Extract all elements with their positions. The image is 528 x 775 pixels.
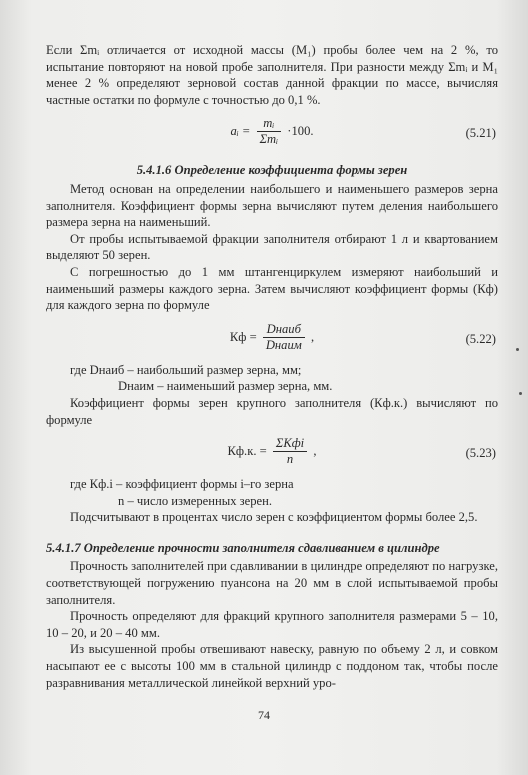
formula-body <box>46 322 498 353</box>
formula-5-22 <box>46 322 498 356</box>
definition-line: n – число измеренных зерен. <box>118 493 272 508</box>
page-number: 74 <box>258 708 270 722</box>
paragraph: Прочность определяют для фракций крупного заполнителя размерами 5 – 10, 10 – 20, и 20 – 40 мм. <box>46 609 498 640</box>
scan-speck <box>519 392 522 395</box>
fraction <box>273 436 307 467</box>
formula-rhs: , <box>313 444 317 459</box>
fraction-numerator: mᵢ <box>257 116 282 132</box>
formula-number: (5.22) <box>465 331 496 346</box>
formula-lhs: Кф.к. = <box>227 444 267 459</box>
fraction <box>263 322 305 353</box>
formula-lhs: Кф = <box>229 329 257 344</box>
section-heading-5-4-1-7: 5.4.1.7 Определение прочности заполнителя сдавливанием в цилиндре <box>46 540 440 555</box>
paragraph: Из высушенной пробы отвешивают навеску, равную по объему 2 л, и совком насыпают ее с высоты 100 мм в стальной цилиндр с поддоном так, чтобы после разравнивания металлической линейкой верхний уро- <box>46 642 498 690</box>
fraction-denominator: n <box>286 452 294 467</box>
formula-number: (5.21) <box>465 126 496 141</box>
formula-5-23 <box>46 436 498 470</box>
formula-rhs: ·100. <box>287 124 314 139</box>
formula-number: (5.23) <box>465 446 496 461</box>
paragraph: Коэффициент формы зерен крупного заполнителя (Кф.к.) вычисляют по формуле <box>46 395 498 427</box>
fraction-numerator: Dнаиб <box>263 322 305 338</box>
fraction <box>257 116 282 147</box>
definition-line: Dнаим – наименьший размер зерна, мм. <box>118 379 333 394</box>
formula-5-21 <box>46 116 498 150</box>
definition-line: где Dнаиб – наибольший размер зерна, мм; <box>70 362 302 377</box>
section-heading-5-4-1-6: 5.4.1.6 Определение коэффициента формы зерен <box>136 163 408 178</box>
definition-line: где Кф.i – коэффициент формы i–го зерна <box>70 477 294 492</box>
formula-rhs: , <box>310 329 315 344</box>
formula-body <box>46 116 498 147</box>
scan-speck <box>516 348 519 351</box>
fraction-denominator: Σmᵢ <box>259 132 279 147</box>
paragraph: Прочность заполнителей при сдавливании в цилиндре определяют по нагрузке, соответствующей погружению пуансона на 20 мм в слой испытываемой пробы заполнителя. <box>46 559 498 607</box>
paragraph: Подсчитывают в процентах число зерен с коэффициентом формы более 2,5. <box>70 510 478 525</box>
paragraph: От пробы испытываемой фракции заполнителя отбирают 1 л и квартованием выделяют 50 зерен. <box>46 231 498 263</box>
formula-body <box>46 436 498 467</box>
formula-lhs: aᵢ = <box>230 124 251 139</box>
paragraph: С погрешностью до 1 мм штангенциркулем измеряют наибольший и наименьший размеры каждого зерна. Затем вычисляют коэффициент формы (Кф) для каждого зерна по формуле <box>46 264 498 313</box>
page-content <box>46 42 498 691</box>
fraction-denominator: Dнаим <box>265 337 302 352</box>
fraction-numerator: ΣКфi <box>273 436 307 452</box>
paragraph: Метод основан на определении наибольшего и наименьшего размеров зерна заполнителя. Коэффициент формы зерна вычисляют путем деления наибольшего размера зерна на наименьший. <box>46 181 498 230</box>
paragraph: Если Σmᵢ отличается от исходной массы (M₁) пробы более чем на 2 %, то испытание повторяют на новой пробе заполнителя. При разности между Σmᵢ и M₁ менее 2 % определяют зерновой состав данной фракции по массе, вычисляя частные остатки по формуле с точностью до 0,1 %. <box>46 43 498 107</box>
